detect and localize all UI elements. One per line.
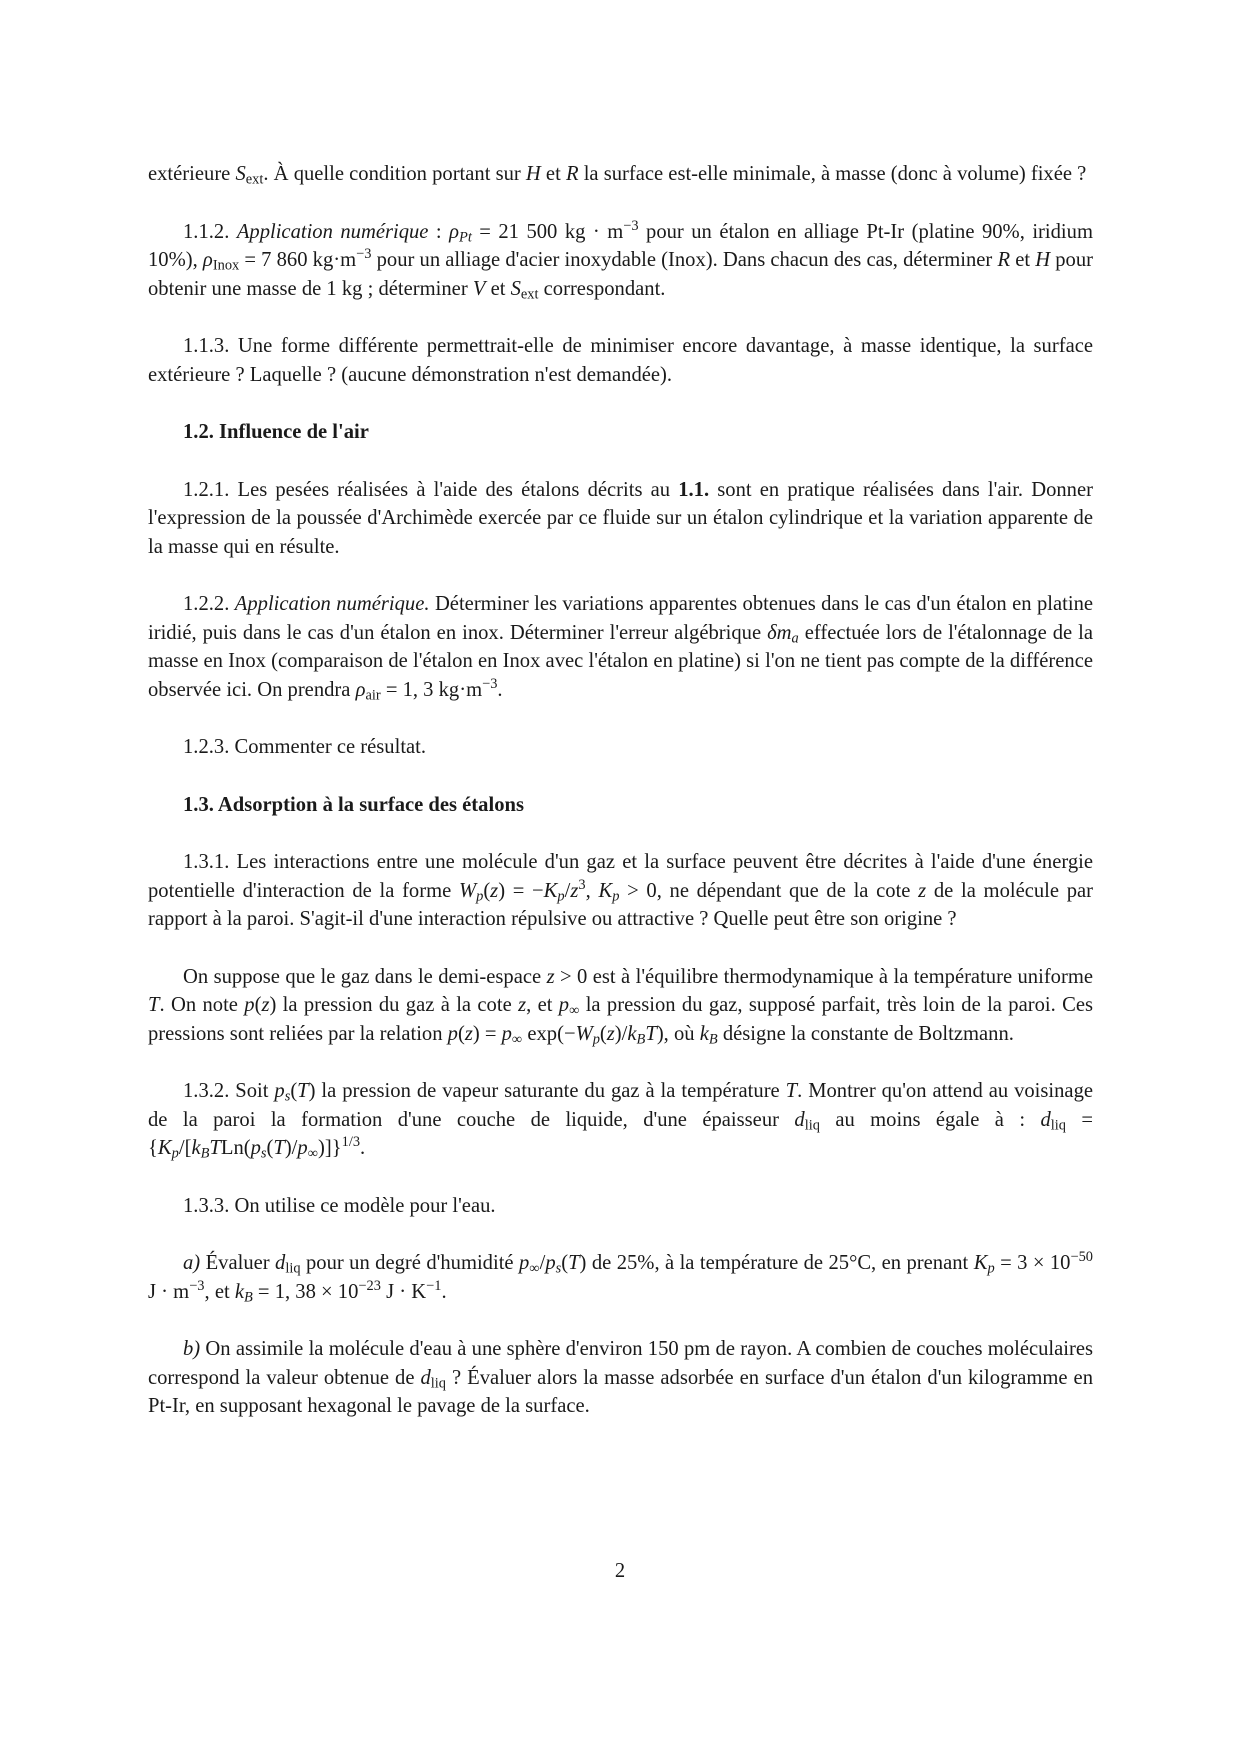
page-number: 2	[614, 1560, 626, 1582]
paragraph-1-1-3: 1.1.3. Une forme différente permettrait-elle de minimiser encore davantage, à masse identique, la surface extérieure ? Laquelle ? (aucune démonstration n'est demandée).	[148, 335, 1093, 386]
paragraph-1-3-2: 1.3.2. Soit $p_s(T)$ la pression de vapeur saturante du gaz à la température T. Montrer qu'on attend au voisinage de la paroi la formation d'une couche de liquide, d'une épaisseur $d_{liq}$ au moins égale à : $d_{liq} = \{K_p/[k_BTLn(p_s(T)/p_\infty)]\}^{1/3}$.	[148, 1080, 1094, 1162]
section-heading-1-2: 1.2. Influence de l'air	[183, 421, 369, 443]
paragraph-question-b: b) On assimile la molécule d'eau à une sphère d'environ 150 pm de rayon. A combien de couches moléculaires correspond la valeur obtenue de $d_{liq}$ ? Évaluer alors la masse adsorbée en surface d'un étalon d'un kilogramme en Pt-Ir, en supposant hexagonal le pavage de la surface.	[148, 1338, 1093, 1417]
page-body	[148, 160, 1093, 1421]
paragraph-1-2-2: 1.2.2. Application numérique. Déterminer les variations apparentes obtenues dans le cas d'un étalon en platine iridié, puis dans le cas d'un étalon en inox. Déterminer l'erreur algébrique $\delta m_a$ effectuée lors de l'étalonnage de la masse en Inox (comparaison de l'étalon en Inox avec l'étalon en platine) si l'on ne tient pas compte de la différence observée ici. On prendra $\rho_{air} = 1$, 3 $kg\cdot m^{-3}$.	[148, 593, 1094, 704]
paragraph-question-a: a) Évaluer $d_{liq}$ pour un degré d'humidité $p_\infty/p_s(T)$ de 25%, à la température de 25°C, en prenant $K_p = 3 \times 10^{-50}$ $J \cdot m^{-3}$, et $k_B = 1$, $38 \times 10^{-23}$ $J \cdot K^{-1}$.	[148, 1249, 1093, 1306]
paragraph-1-3-1: 1.3.1. Les interactions entre une molécule d'un gaz et la surface peuvent être décrites à l'aide d'une énergie potentielle d'interaction de la forme $W_p(z) = -K_p/z^3$, $K_p > 0$, ne dépendant que de la cote z de la molécule par rapport à la paroi. S'agit-il d'une interaction répulsive ou attractive ? Quelle peut être son origine ?	[148, 851, 1094, 930]
paragraph-intro: extérieure $S_{ext}$. À quelle condition portant sur H et R la surface est-elle minimale, à masse (donc à volume) fixée ?	[148, 163, 1087, 188]
paragraph-gas-model: On suppose que le gaz dans le demi-espace z > 0 est à l'équilibre thermodynamique à la température uniforme T. On note p(z) la pression du gaz à la cote z, et $p_\infty$ la pression du gaz, supposé parfait, très loin de la paroi. Ces pressions sont reliées par la relation $p(z) = p_\infty$ $\exp(-W_p(z)/k_BT)$, où $k_B$ désigne la constante de Boltzmann.	[148, 965, 1094, 1048]
paragraph-1-2-1: 1.2.1. Les pesées réalisées à l'aide des étalons décrits au 1.1. sont en pratique réalisées dans l'air. Donner l'expression de la poussée d'Archimède exercée par ce fluide sur un étalon cylindrique et la variation apparente de la masse qui en résulte.	[148, 478, 1093, 558]
section-heading-1-3: 1.3. Adsorption à la surface des étalons	[183, 793, 524, 816]
paragraph-1-3-3: 1.3.3. On utilise ce modèle pour l'eau.	[183, 1194, 496, 1217]
paragraph-1-1-2: 1.1.2. Application numérique : $\rho_{Pt} = 21$ 500 kg · $m^{-3}$ pour un étalon en alliage Pt-Ir (platine 90%, iridium 10%), $\rho_{Inox} = 7$ 860 $kg\cdot m^{-3}$ pour un alliage d'acier inoxydable (Inox). Dans chacun des cas, déterminer R et H pour obtenir une masse de 1 kg ; déterminer V et $S_{ext}$ correspondant.	[148, 217, 1093, 303]
paragraph-1-2-3: 1.2.3. Commenter ce résultat.	[183, 736, 427, 758]
